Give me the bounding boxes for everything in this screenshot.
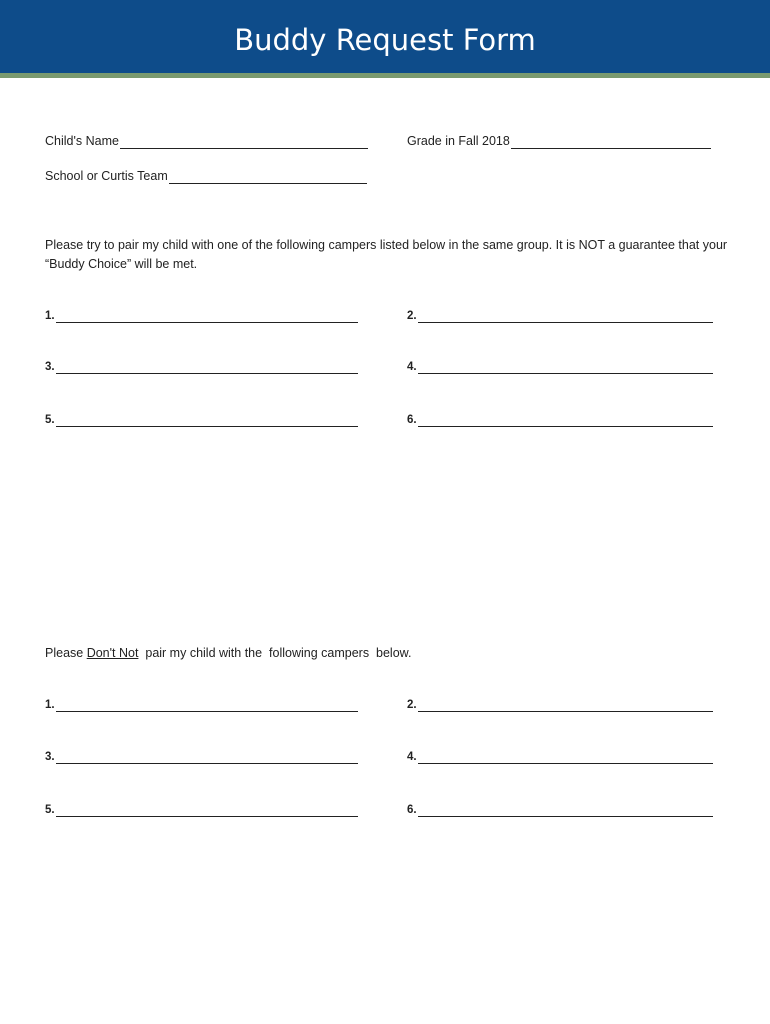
avoid-camper-3[interactable]: [45, 750, 358, 764]
buddy-choice-2-line[interactable]: [418, 311, 713, 323]
avoid-instructions: [45, 644, 735, 663]
grade-label: Grade in Fall 2018: [407, 134, 510, 148]
avoid-camper-1-line[interactable]: [56, 700, 358, 712]
buddy-choice-1[interactable]: [45, 309, 358, 323]
avoid-camper-3-number: 3.: [45, 751, 55, 763]
form-title: Buddy Request Form: [234, 23, 536, 57]
school-label: School or Curtis Team: [45, 169, 168, 183]
avoid-camper-6-line[interactable]: [418, 805, 713, 817]
buddy-request-instructions: Please try to pair my child with one of the following campers listed below in the same group. It is NOT a guarantee that your “Buddy Choice” will be met.: [45, 238, 728, 271]
buddy-choice-4[interactable]: [407, 360, 713, 374]
buddy-choice-5-number: 5.: [45, 414, 55, 426]
avoid-camper-2[interactable]: [407, 698, 713, 712]
buddy-choice-4-line[interactable]: [418, 362, 713, 374]
avoid-text-underlined: Don't Not: [86, 646, 139, 660]
school-field[interactable]: [45, 168, 367, 184]
avoid-camper-4-line[interactable]: [418, 752, 713, 764]
child-name-label: Child's Name: [45, 134, 119, 148]
avoid-camper-1-number: 1.: [45, 699, 55, 711]
buddy-choice-5-line[interactable]: [56, 415, 358, 427]
buddy-choice-6[interactable]: [407, 413, 713, 427]
grade-line[interactable]: [511, 136, 711, 149]
buddy-choice-6-line[interactable]: [418, 415, 713, 427]
buddy-choice-6-number: 6.: [407, 414, 417, 426]
avoid-camper-2-line[interactable]: [418, 700, 713, 712]
buddy-choice-2[interactable]: [407, 309, 713, 323]
avoid-camper-6[interactable]: [407, 803, 713, 817]
grade-field[interactable]: [407, 133, 711, 149]
child-name-field[interactable]: [45, 133, 368, 149]
buddy-choice-3-number: 3.: [45, 361, 55, 373]
buddy-choice-5[interactable]: [45, 413, 358, 427]
avoid-text-before: Please: [45, 646, 87, 660]
header-accent-rule: [0, 73, 770, 78]
avoid-camper-1[interactable]: [45, 698, 358, 712]
avoid-camper-4[interactable]: [407, 750, 713, 764]
avoid-camper-5-number: 5.: [45, 804, 55, 816]
buddy-choice-3[interactable]: [45, 360, 358, 374]
buddy-choice-2-number: 2.: [407, 310, 417, 322]
avoid-camper-5[interactable]: [45, 803, 358, 817]
buddy-choice-4-number: 4.: [407, 361, 417, 373]
avoid-camper-4-number: 4.: [407, 751, 417, 763]
buddy-choice-3-line[interactable]: [56, 362, 358, 374]
buddy-choice-1-number: 1.: [45, 310, 55, 322]
avoid-camper-3-line[interactable]: [56, 752, 358, 764]
school-line[interactable]: [169, 171, 367, 184]
child-name-line[interactable]: [120, 136, 368, 149]
avoid-camper-2-number: 2.: [407, 699, 417, 711]
avoid-text-after: pair my child with the following campers below.: [138, 646, 412, 660]
buddy-choice-1-line[interactable]: [56, 311, 358, 323]
avoid-camper-5-line[interactable]: [56, 805, 358, 817]
avoid-camper-6-number: 6.: [407, 804, 417, 816]
